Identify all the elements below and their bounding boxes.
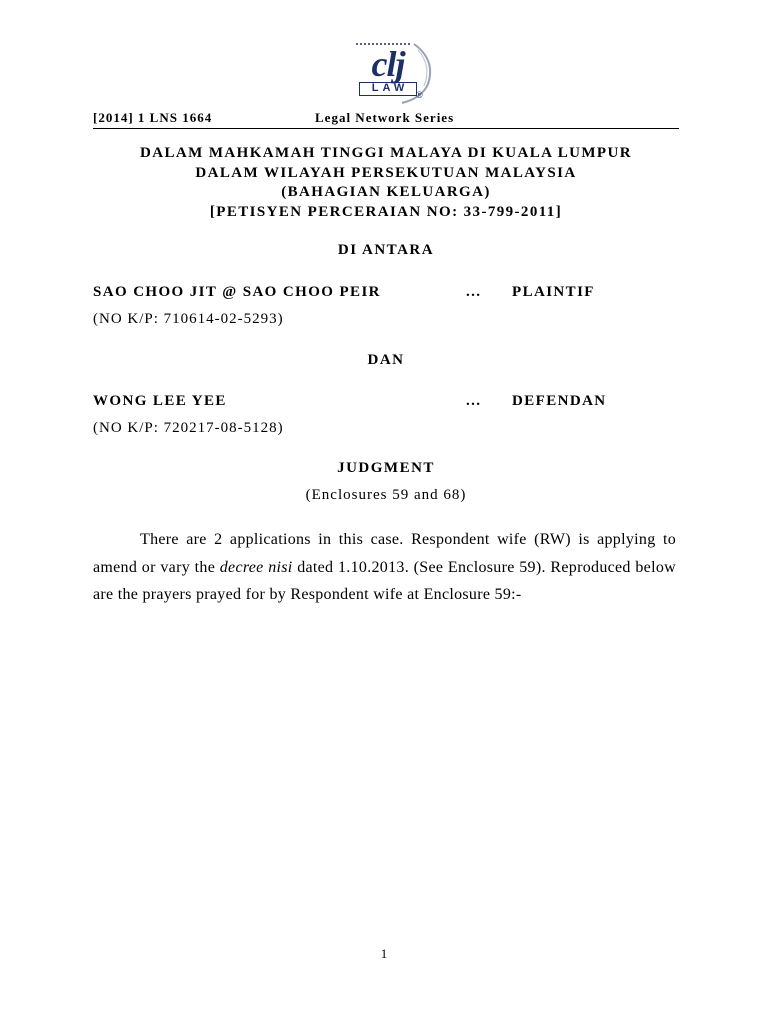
plaintiff-dots: ... [466,284,482,300]
defendant-dots: ... [466,393,482,409]
plaintiff-row [93,284,679,304]
paragraph-text-2: dated 1.10.2013. (See Enclosure 59). Reproduced below are the prayers prayed for by Respondent wife at Enclosure 59:- [93,558,676,603]
enclosures-subtitle: (Enclosures 59 and 68) [305,487,467,503]
judgment-title: JUDGMENT [337,460,435,476]
case-citation: [2014] 1 LNS 1664 [93,110,213,125]
cli-law-logo [342,40,438,106]
court-line-2: DALAM WILAYAH PERSEKUTUAN MALAYSIA [195,164,577,181]
logo-law-box: LAW [359,82,417,96]
defendant-row [93,393,679,413]
paragraph-text-1: There are 2 applications in this case. Respondent wife (RW) is applying to amend or vary the [93,531,676,576]
running-header [93,110,679,129]
defendant-id: (NO K/P: 720217-08-5128) [93,420,284,436]
body-paragraph [93,526,676,609]
defendant-role: DEFENDAN [512,393,607,409]
between-heading: DI ANTARA [337,242,435,258]
paragraph-italic-term: decree nisi [219,558,293,576]
plaintiff-role: PLAINTIF [512,284,595,300]
series-name: Legal Network Series [315,110,455,125]
logo-wordmark: clj [371,44,405,84]
court-line-4: [PETISYEN PERCERAIAN NO: 33-799-2011] [209,203,563,220]
court-line-3: (BAHAGIAN KELUARGA) [281,184,491,200]
defendant-name: WONG LEE YEE [93,393,227,409]
court-line-1: DALAM MAHKAMAH TINGGI MALAYA DI KUALA LUMPUR [140,145,632,161]
plaintiff-id: (NO K/P: 710614-02-5293) [93,311,284,327]
registered-mark: ® [416,90,423,100]
court-heading [93,144,679,222]
page-number: 1 [380,946,388,961]
plaintiff-name: SAO CHOO JIT @ SAO CHOO PEIR [93,284,381,300]
and-heading: DAN [367,352,405,368]
